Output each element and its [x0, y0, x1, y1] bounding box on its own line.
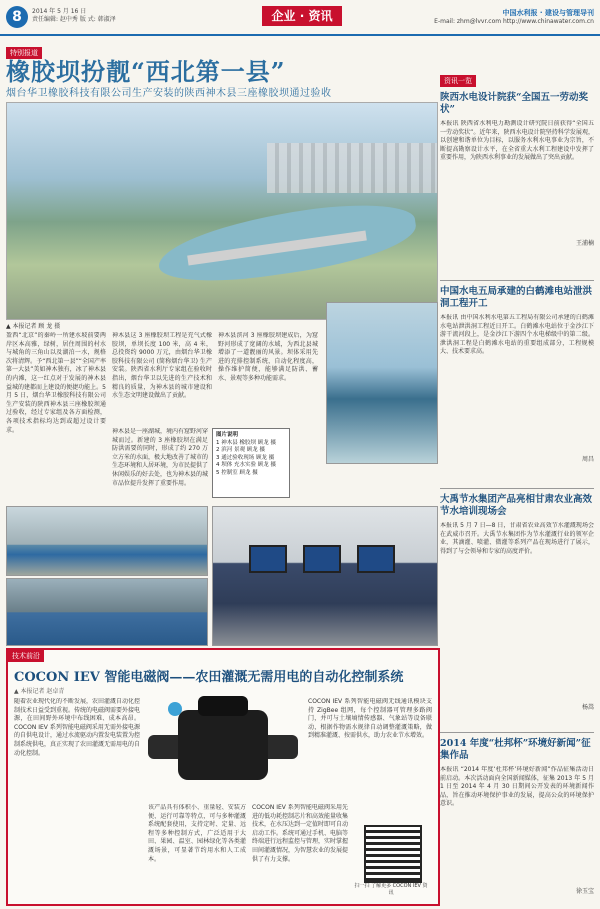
- photo-dam-overflow: [326, 302, 438, 464]
- editor-line: 责任编辑: 赵中秀 版 式: 韩淑泽: [32, 16, 116, 23]
- news-title: 中国水电五局承建的白鹤滩电站泄洪洞工程开工: [440, 286, 593, 309]
- news-title: 大禹节水集团产品亮相甘肃农业高效节水培训现场会: [440, 494, 593, 517]
- tech-col-3: COCON IEV 系列智能电磁阀采用先进的低功耗控制芯片和高效能量收集技术，在水压达到一定值时即可自动启动工作。系统可通过手机、电脑等终端进行远程监控与管理，实时掌握田间灌溉情况，为智慧农业的发展提供了有力支撑。: [252, 804, 348, 863]
- news-body: 本报讯 由中国水利水电第五工程局有限公司承建的白鹤滩水电站泄洪洞工程近日开工。白鹤滩水电站位于金沙江下游干流河段上，是金沙江下游四个水电梯级中的第二级。泄洪洞工程是白鹤滩水电站的重要组成部分，工程规模大、技术要求高。: [440, 314, 594, 356]
- photo-notice-box: [212, 428, 290, 498]
- qr-code-icon: [364, 825, 422, 883]
- valve-body: [178, 710, 268, 780]
- notice-item: 3 通过验收现场 顾龙 摄: [216, 454, 275, 461]
- main-column: [6, 40, 436, 902]
- news-signature: 周昌: [581, 456, 594, 463]
- news-signature: 徐玉宝: [575, 888, 594, 895]
- news-signature: 杨嵩: [581, 704, 594, 711]
- divider: [440, 732, 594, 733]
- article-col-4: 神木县是一座湖城，境内有窟野河穿城而过。新建的 3 座橡胶坝在满足防洪需要的同时，形成了约 270 万立方米的水面，极大地改善了城市的生态环境和人居环境，为市民提供了休闲娱乐的好去处，也为神木县的城市品位提升发挥了重要作用。: [112, 428, 208, 487]
- valve-knob-icon: [168, 702, 182, 716]
- hero-photo-rubber-dam: [6, 102, 438, 320]
- photo-control-room: [212, 506, 438, 646]
- notice-item: 5 控制室 顾龙 摄: [216, 469, 258, 476]
- valve-product-image: [148, 690, 298, 800]
- main-headline: 橡胶坝扮靓“西北第一县”: [6, 57, 286, 86]
- notice-item: 4 坝体 充水实验 顾龙 摄: [216, 462, 276, 468]
- monitor-screen: [357, 545, 395, 573]
- divider: [440, 488, 594, 489]
- tech-tag: 技术前沿: [8, 650, 44, 662]
- monitor-screen: [303, 545, 341, 573]
- tech-col-2: 该产品具有体积小、重量轻、安装方便、运行可靠等特点，可与多种灌溉系统配套使用，支持定时、定量、远程等多种控制方式，广泛适用于大田、果园、温室、园林绿化等各类灌溉场景，可显著节约用水和人工成本。: [148, 804, 246, 863]
- news-title: 陕西水电设计院获“全国五一劳动奖状”: [440, 92, 588, 115]
- news-item: [440, 92, 594, 247]
- news-signature: 王浦楠: [575, 240, 594, 247]
- news-sidebar: [440, 40, 594, 902]
- sidebar-tag: 资讯一览: [440, 75, 476, 87]
- valve-cap: [198, 696, 248, 716]
- issue-date: 2014 年 5 月 16 日: [32, 8, 87, 15]
- news-item: [440, 738, 594, 895]
- news-item: [440, 286, 594, 463]
- news-body: 本报讯 “2014 年度‘杜邦杯’环境好新闻”作品征集活动日前启动。本次活动面向全国新闻媒体，征集 2013 年 5 月 1 日至 2014 年 4 月 30 日期间公开发表的环境新闻作品，旨在推动环境保护事业的发展，提高公众的环境保护意识。: [440, 766, 594, 808]
- notice-item: 2 滨河 景观 顾龙 摄: [216, 447, 265, 453]
- tech-col-1: 随着农业现代化的不断发展，农田灌溉自动化控制技术日益受到重视。传统的电磁阀需要外接电源，在田间野外环境中布线困难、成本高昂。COCON IEV 系列智能电磁阀采用无需外接电源的自供电设计，通过水流驱动内置发电装置为控制系统供电，真正实现了农田灌溉无需用电的自动化控制。: [14, 698, 140, 757]
- article-col-2: 神木县这 3 座橡胶坝工程是充气式橡胶坝，单坝长度 100 米，高 4 米，总投资约 9000 万元，由烟台华卫橡胶科技有限公司 (简称烟台华卫) 生产安装。陕西省水利厅专家组在验收时指出，烟台华卫以先进的生产技术和精良的质量，为神木县的城市建设和水生态文明建设做出了贡献。: [112, 332, 212, 400]
- news-body: 本报讯 5 月 7 日—8 日，甘肃省农业高效节水灌溉现场会在武威市召开。大禹节水集团作为节水灌溉行业的领军企业，其滴灌、喷灌、微灌等系列产品在现场进行了展示，得到了与会领导和专家的高度评价。: [440, 522, 594, 555]
- notice-item: 1 神木县 橡胶坝 顾龙 摄: [216, 439, 276, 446]
- photo-pipe-installation: [6, 506, 208, 576]
- article-col-1: 盈西“北京”的秦岭一所建水坡前要两岸区本高雅，绿树，居住周围的村水与城角的三角山以及湖泊一水，规格次将清辉。予“西北第一县”“全国产率第一大县”美如神木独有，冰了神木县的内滩，这一红点对于发展的神木县益城的建都而上建设的便捷功能上。5 月 5 日，烟台华卫橡胶科技有限公司生产安装的陕西神木县三座橡胶坝通过验收，经过专家组及各方面检测，各项技术指标均达到或超过设计要求。: [6, 332, 106, 434]
- main-subhead: 烟台华卫橡胶科技有限公司生产安装的陕西神木县三座橡胶坝通过验收: [6, 88, 332, 99]
- tech-col-4: COCON IEV 系列智能电磁阀无线通讯模块支持 ZigBee 组网，每个控制器可管理多路阀门，并可与土壤墒情传感器、气象站等设备联动，根据作物需水规律自动调整灌溉策略，做到精准灌溉、按需供水，助力农业节水增效。: [308, 698, 432, 740]
- issue-meta: [32, 8, 116, 24]
- monitor-screen: [249, 545, 287, 573]
- news-title: 2014 年度“杜邦杯”环境好新闻”征集作品: [440, 738, 591, 761]
- tech-author: ▲ 本报记者 赵卓青: [14, 688, 65, 695]
- city-skyline: [267, 143, 437, 193]
- section-badge: 企业 · 资讯: [262, 6, 342, 26]
- news-body: 本报讯 陕西省水利电力勘测设计研究院日前获得“全国五一劳动奖状”。近年来，陕西水电设计院坚持科学发展观，以创建和谐单位为目标，以服务水利水电事业为宗旨，不断提高勘察设计水平，在全省重大水利工程建设中发挥了重要作用，为陕西水利事业的发展做出了突出贡献。: [440, 120, 594, 162]
- notice-title: 图片说明: [216, 432, 239, 438]
- tech-frontier-box: [6, 648, 440, 906]
- paper-name: 中国水利报 · 建设与管理导刊: [502, 9, 594, 17]
- hero-caption: ▲ 本报记者 顾 龙 摄: [6, 323, 61, 330]
- special-report-tag: 特别报道: [6, 47, 42, 59]
- photo-sluice-gate: [6, 578, 208, 646]
- divider: [440, 280, 594, 281]
- article-col-3: 神木县滨河 3 座橡胶坝建成后，为窟野河形成了宽阔的水域，为西北县城增添了一道靓丽的风景。坝体采用先进的充排控制系统，自动化程度高，操作维护简便，能够满足防洪、蓄水、景观等多种功能需求。: [218, 332, 318, 382]
- news-item: [440, 494, 594, 711]
- page-number: 8: [6, 6, 28, 28]
- paper-url: E-mail: zhm@lvvr.com http://www.chinawater.com.cn: [434, 18, 594, 25]
- qr-caption: 扫一扫 了解更多 COCON IEV 资讯: [354, 883, 428, 896]
- header-rule: [0, 34, 600, 36]
- tech-headline: COCON IEV 智能电磁阀——农田灌溉无需用电的自动化控制系统: [14, 670, 404, 685]
